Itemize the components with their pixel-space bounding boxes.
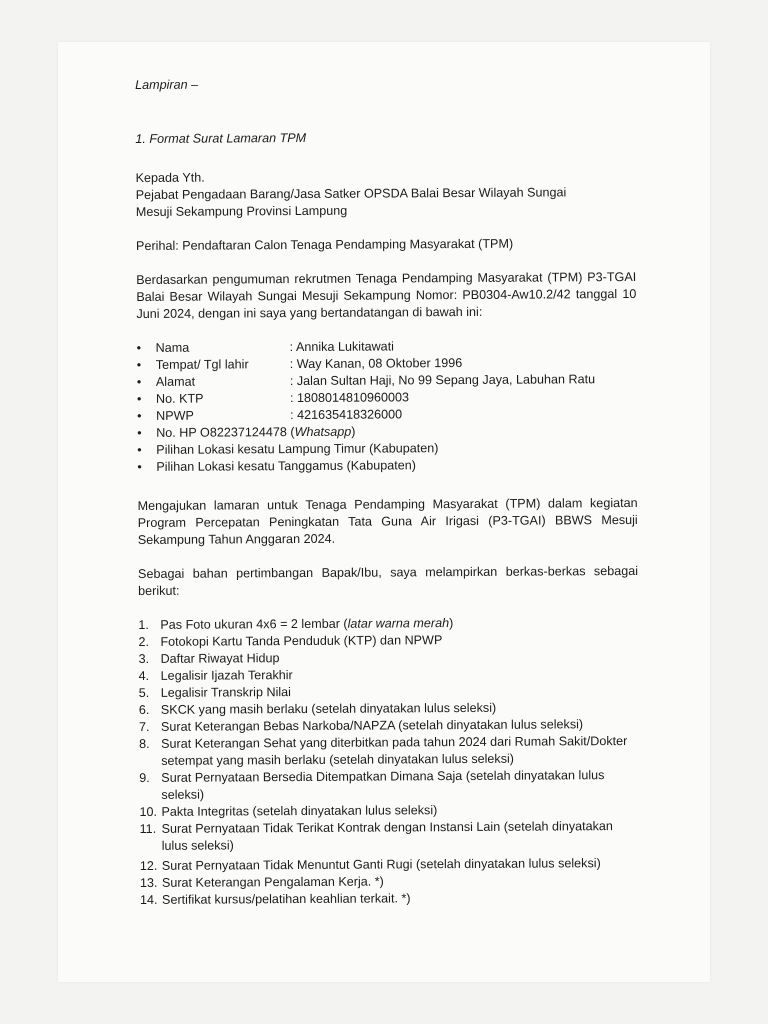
phone-app: Whatsapp <box>294 424 352 440</box>
attachments-intro: Sebagai bahan pertimbangan Bapak/Ibu, saya melampirkan berkas-berkas sebagai berikut: <box>137 563 639 598</box>
applicant-fields <box>137 337 638 476</box>
document-item: 9. Surat Pernyataan Bersedia Ditempatkan Dimana Saja (setelah dinyatakan lulus seleksi) <box>139 768 605 802</box>
phone-text: No. HP O82237124478 ( <box>156 425 295 440</box>
recipient-line: Pejabat Pengadaan Barang/Jasa Satker OPSDA Balai Besar Wilayah Sungai <box>135 185 567 202</box>
document-item: 5. Legalisir Transkrip Nilai <box>138 685 291 700</box>
letter-body <box>135 74 640 909</box>
document-item: 12. Surat Pernyataan Tidak Menuntut Ganti Rugi (setelah dinyatakan lulus seleksi) <box>139 856 601 873</box>
section-title: 1. Format Surat Lamaran TPM <box>135 130 307 146</box>
subject-line: Perihal: Pendaftaran Calon Tenaga Pendamping Masyarakat (TPM) <box>135 236 514 253</box>
document-item: 13. Surat Keterangan Pengalaman Kerja. *) <box>139 874 384 890</box>
document-list <box>138 614 640 909</box>
document-item: 11. Surat Pernyataan Tidak Terikat Kontrak dengan Instansi Lain (setelah dinyatakan lulus seleksi) <box>139 819 613 853</box>
intro-paragraph: Berdasarkan pengumuman rekrutmen Tenaga Pendamping Masyarakat (TPM) P3-TGAI Balai Besar Wilayah Sungai Mesuji Sekampung Nomor: PB0304-Aw10.2/42 tanggal 10 Juni 2024, dengan ini saya yang bertandatangan di bawah ini: <box>136 269 637 321</box>
field-label: No. KTP <box>155 391 204 406</box>
location-choice: • Pilihan Lokasi kesatu Tanggamus (Kabupaten) <box>137 456 637 476</box>
salutation: Kepada Yth. <box>135 170 205 185</box>
field-value: : Annika Lukitawati <box>289 339 395 355</box>
recipient-block <box>136 167 636 221</box>
application-paragraph: Mengajukan lamaran untuk Tenaga Pendamping Masyarakat (TPM) dalam kegiatan Program Percepatan Peningkatan Tata Guna Air Irigasi (P3-TGAI) BBWS Mesuji Sekampung Tahun Anggaran 2024. <box>137 495 638 547</box>
recipient-line: Mesuji Sekampung Provinsi Lampung <box>135 203 348 219</box>
document-item: 3. Daftar Riwayat Hidup <box>138 651 280 666</box>
document-item: 4. Legalisir Ijazah Terakhir <box>138 668 293 683</box>
field-label: Tempat/ Tgl lahir <box>155 357 249 372</box>
location-choice: • Pilihan Lokasi kesatu Lampung Timur (Kabupaten) <box>137 439 637 459</box>
field-value: : 421635418326000 <box>290 407 403 423</box>
document-item: 6. SKCK yang masih berlaku (setelah dinyatakan lulus seleksi) <box>138 700 497 717</box>
field-label: NPWP <box>156 408 194 423</box>
phone-close: ) <box>351 424 356 439</box>
document-item: 8. Surat Keterangan Sehat yang diterbitkan pada tahun 2024 dari Rumah Sakit/Dokter setempat yang masih berlaku (setelah dinyatakan lulus seleksi) <box>139 734 628 768</box>
field-label: Alamat <box>155 374 196 389</box>
document-item: 1. Pas Foto ukuran 4x6 = 2 lembar (latar warna merah) <box>138 616 454 632</box>
document-item: 10. Pakta Integritas (setelah dinyatakan lulus seleksi) <box>139 803 438 819</box>
field-label: Nama <box>155 340 190 355</box>
field-value: : Way Kanan, 08 Oktober 1996 <box>289 356 463 372</box>
document-item: 14. Sertifikat kursus/pelatihan keahlian terkait. *) <box>139 891 411 907</box>
document-item: 7. Surat Keterangan Bebas Narkoba/NAPZA (setelah dinyatakan lulus seleksi) <box>138 717 584 734</box>
field-value: : Jalan Sultan Haji, No 99 Sepang Jaya, Labuhan Ratu <box>289 372 596 389</box>
field-value: : 1808014810960003 <box>289 390 410 406</box>
document-item: 2. Fotokopi Kartu Tanda Penduduk (KTP) dan NPWP <box>138 633 443 649</box>
attachment-label: Lampiran – <box>135 77 199 92</box>
